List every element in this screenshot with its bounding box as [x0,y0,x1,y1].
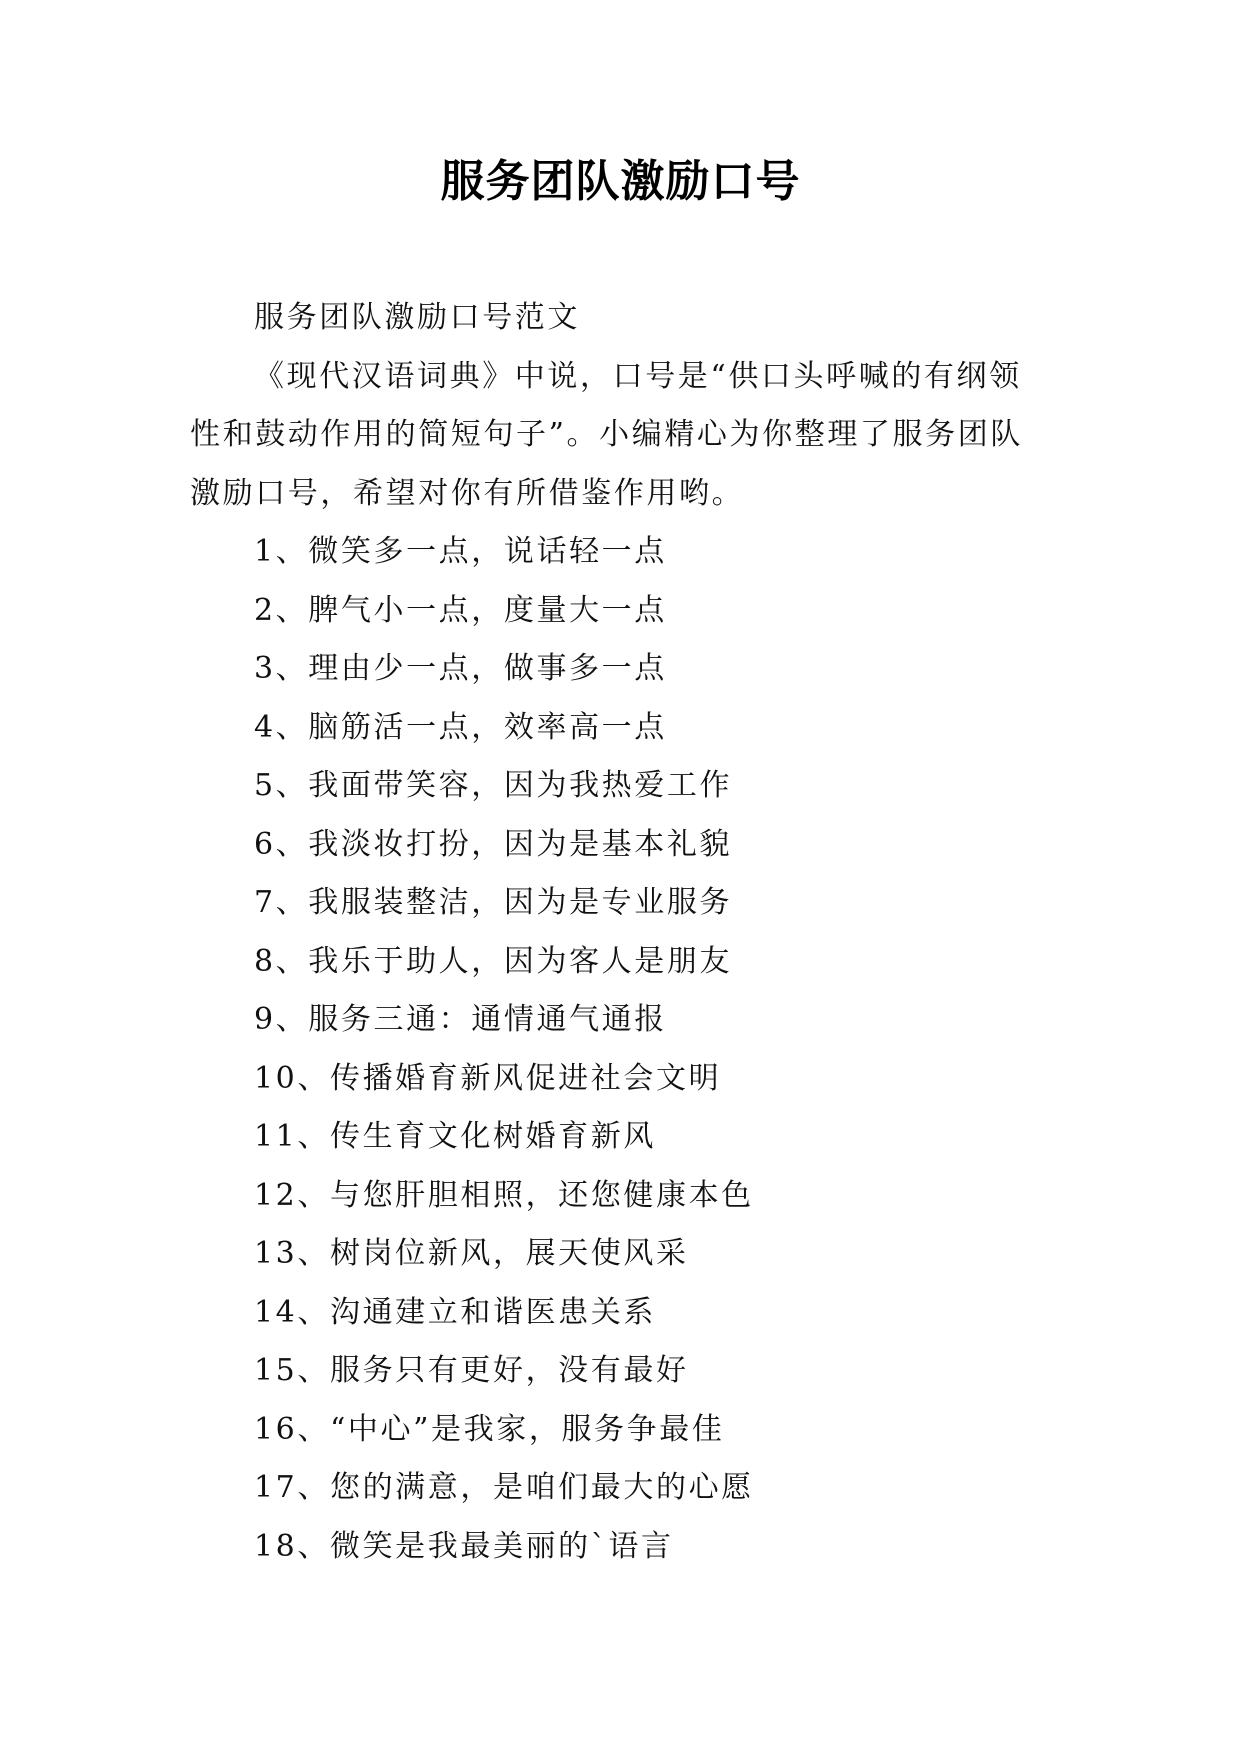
slogan-item-5: 5、我面带笑容，因为我热爱工作 [254,768,733,803]
slogan-item-6: 6、我淡妆打扮，因为是基本礼貌 [254,826,733,862]
slogan-item-15: 15、服务只有更好，没有最好 [254,1353,689,1388]
slogan-item-18: 18、微笑是我最美丽的`语言 [254,1528,674,1564]
slogan-item-3: 3、理由少一点，做事多一点 [254,651,667,686]
slogan-item-16: 16、“中心”是我家，服务争最佳 [254,1411,725,1447]
slogan-item-8: 8、我乐于助人，因为客人是朋友 [254,943,733,979]
document-title: 服务团队激励口号 [440,156,801,207]
slogan-item-12: 12、与您肝胆相照，还您健康本色 [254,1177,754,1213]
slogan-item-9: 9、服务三通：通情通气通报 [254,1002,667,1037]
slogan-item-13: 13、树岗位新风，展天使风采 [254,1236,689,1271]
slogan-item-4: 4、脑筋活一点，效率高一点 [254,709,667,745]
slogan-item-7: 7、我服装整洁，因为是专业服务 [254,885,733,920]
slogan-item-17: 17、您的满意，是咱们最大的心愿 [254,1470,754,1505]
slogan-item-2: 2、脾气小一点，度量大一点 [254,592,667,628]
subtitle-paragraph: 服务团队激励口号范文 [254,300,580,335]
slogan-item-10: 10、传播婚育新风促进社会文明 [254,1060,722,1096]
intro-paragraph: 《现代汉语词典》中说，口号是“供口头呼喊的有纲领性和鼓动作用的简短句子”。小编精心为你整理了服务团队激励口号，希望对你有所借鉴作用哟。 [190,358,1023,511]
slogan-item-11: 11、传生育文化树婚育新风 [254,1119,656,1154]
slogan-item-1: 1、微笑多一点，说话轻一点 [254,534,667,569]
slogan-item-14: 14、沟通建立和谐医患关系 [254,1294,656,1330]
document-body [190,289,1052,1576]
